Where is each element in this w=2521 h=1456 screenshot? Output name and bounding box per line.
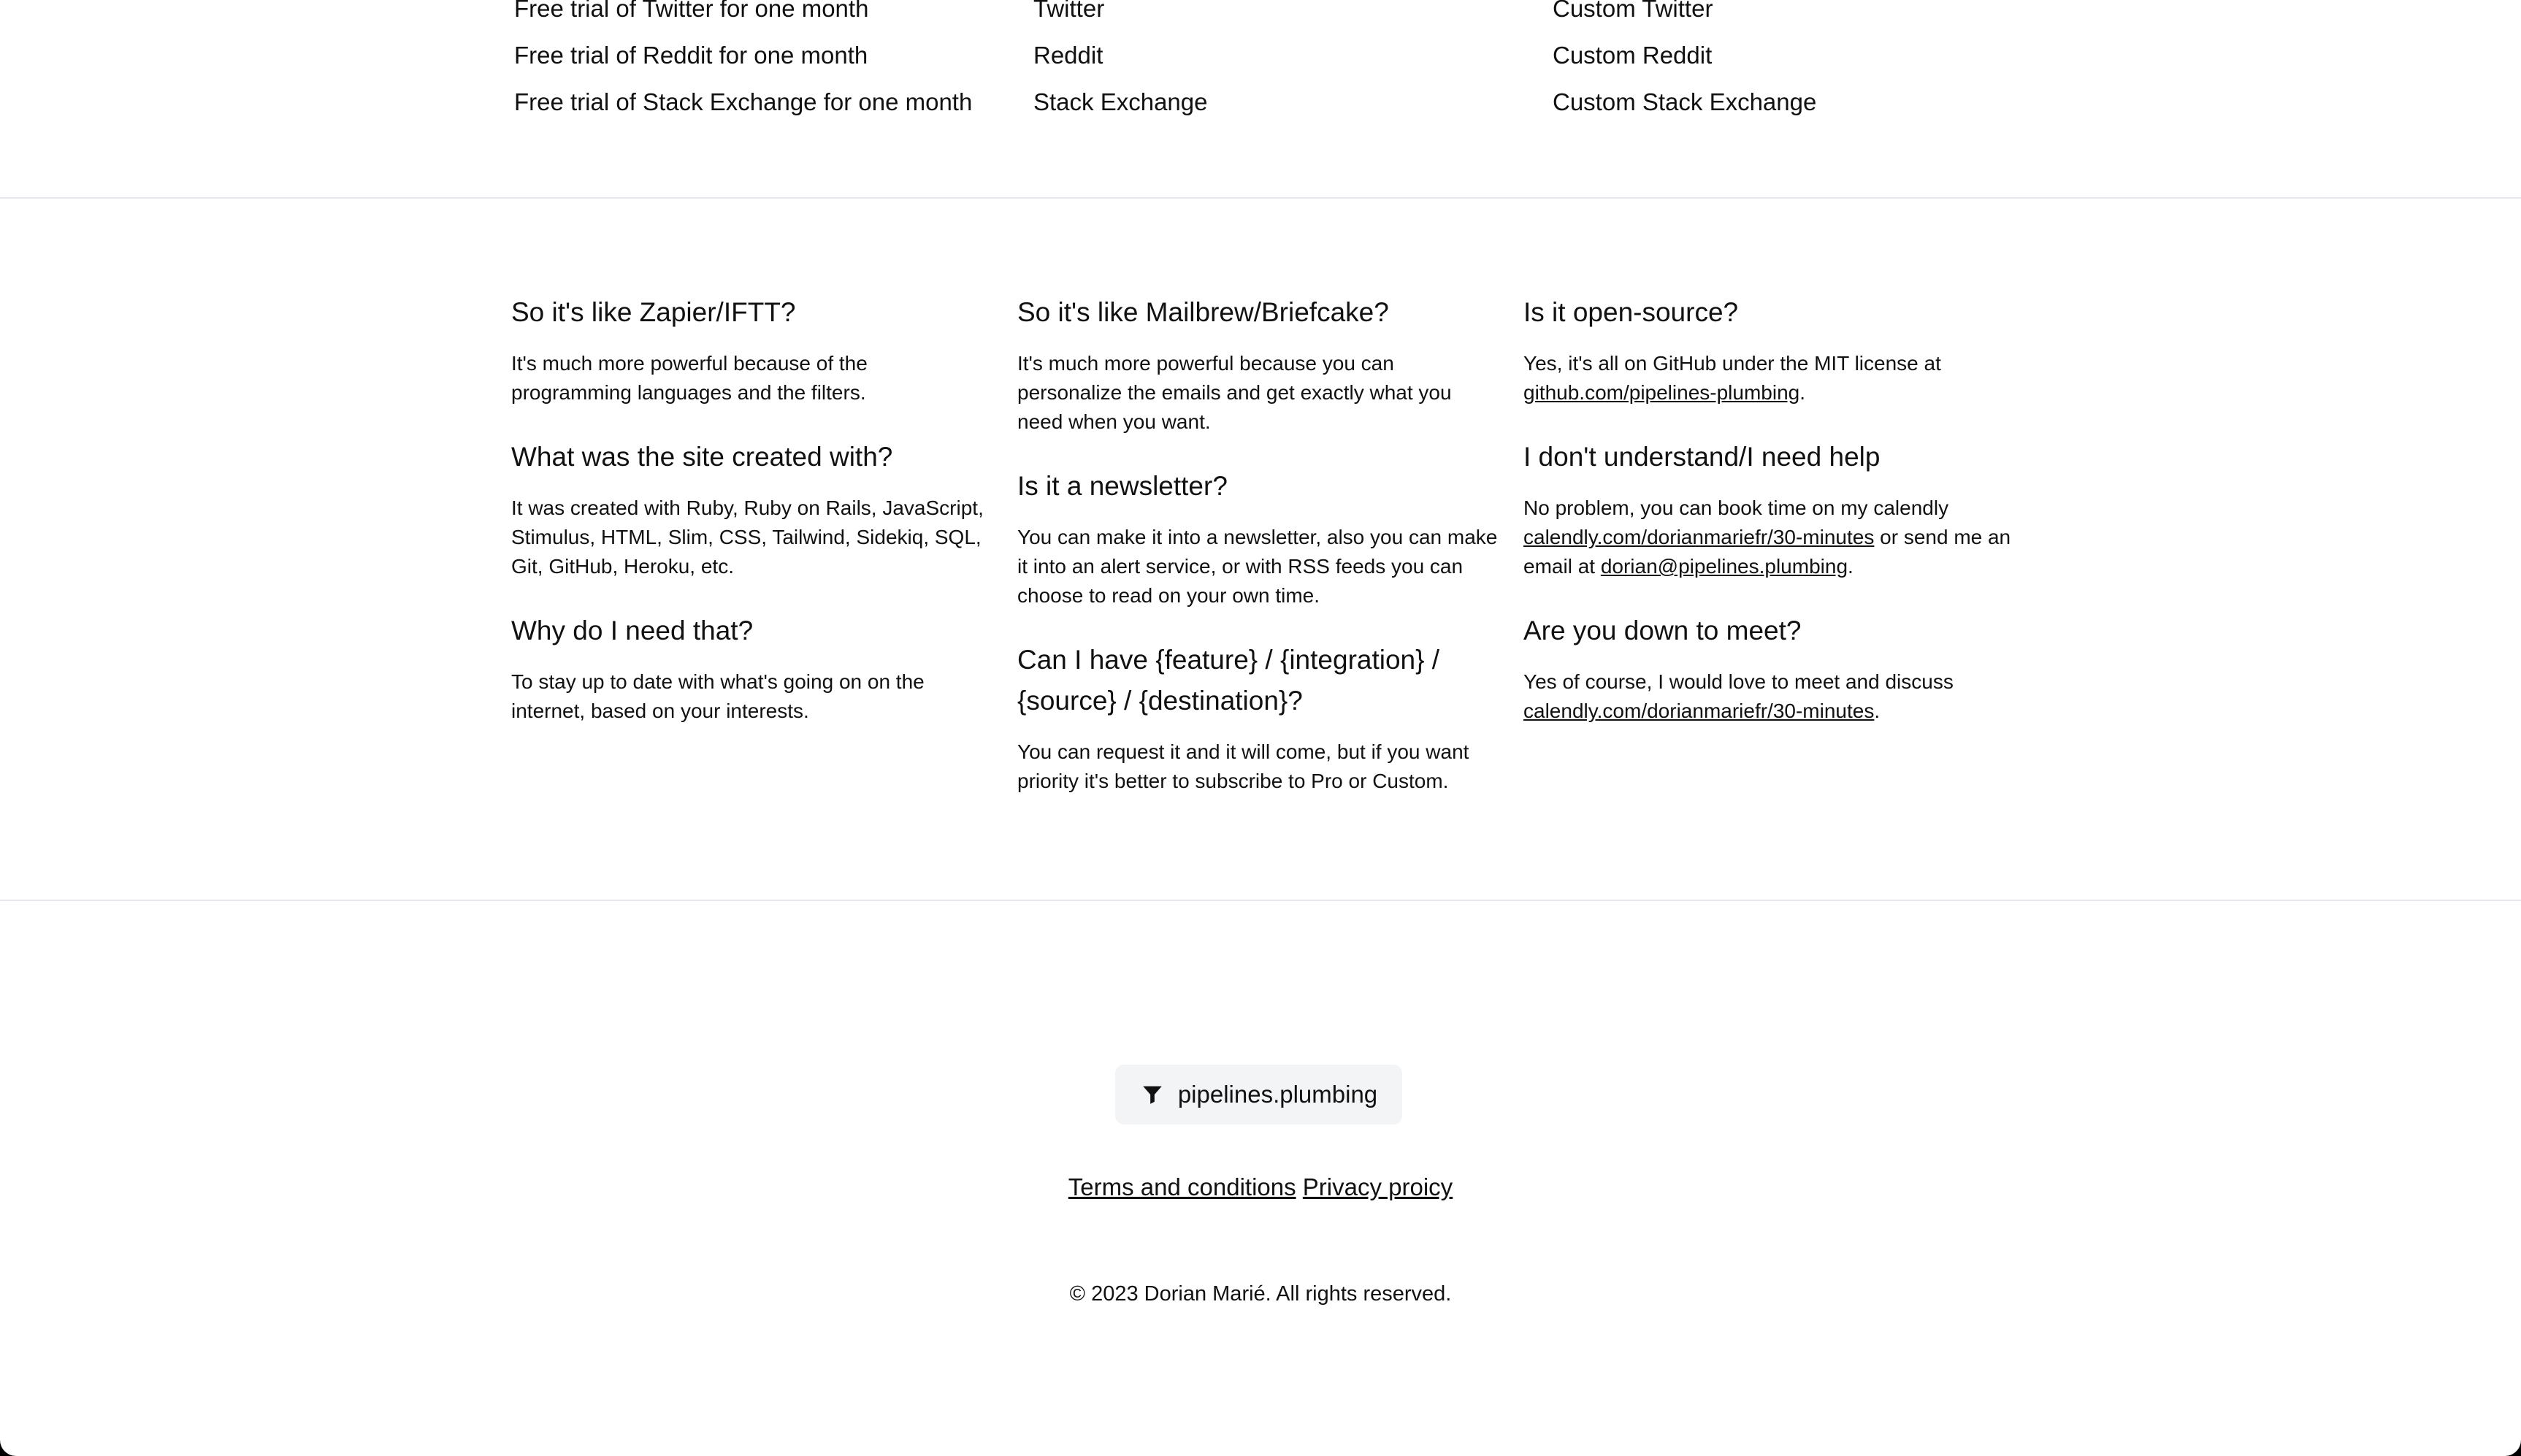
privacy-link[interactable]: Privacy proicy xyxy=(1302,1173,1453,1200)
pricing-cell: Free trial of Reddit for one month xyxy=(514,42,868,69)
faq-answer xyxy=(1523,667,2020,726)
faq-item xyxy=(1523,610,2020,726)
faq-item xyxy=(1523,292,2020,407)
faq-question: Why do I need that? xyxy=(511,616,754,645)
faq-item xyxy=(1017,640,1499,796)
answer-text: Yes, it's all on GitHub under the MIT license at xyxy=(1523,352,1941,375)
faq-item xyxy=(1523,437,2020,581)
pricing-cell: Stack Exchange xyxy=(1033,88,1208,115)
answer-text: . xyxy=(1874,700,1881,722)
faq-question: What was the site created with? xyxy=(511,442,893,472)
faq-question: Is it a newsletter? xyxy=(1017,471,1228,501)
pricing-cell: Custom Reddit xyxy=(1553,42,1713,69)
faq-question: Are you down to meet? xyxy=(1523,616,1802,645)
faq-column-3 xyxy=(1523,292,2020,755)
copyright: © 2023 Dorian Marié. All rights reserved. xyxy=(1069,1282,1452,1306)
faq-question: Can I have {feature} / {integration} / {source} / {destination}? xyxy=(1017,645,1440,716)
faq-answer: You can request it and it will come, but if you want priority it's better to subscribe to Pro or Custom. xyxy=(1017,740,1469,792)
pricing-table-remnant xyxy=(0,0,2521,199)
brand-name: pipelines.plumbing xyxy=(1177,1081,1378,1108)
email-link[interactable]: dorian@pipelines.plumbing xyxy=(1600,555,1848,578)
answer-text: or send me an email at xyxy=(1523,526,2011,578)
faq-column-1 xyxy=(511,292,993,755)
calendly-link[interactable]: calendly.com/dorianmariefr/30-minutes xyxy=(1523,700,1875,722)
faq-answer: To stay up to date with what's going on on the internet, based on your interests. xyxy=(511,670,925,722)
faq-item xyxy=(1017,292,1499,437)
terms-link[interactable]: Terms and conditions xyxy=(1068,1173,1296,1200)
faq-answer xyxy=(1523,494,2020,581)
pricing-cell: Custom Twitter xyxy=(1553,0,1713,22)
faq-item xyxy=(511,610,993,726)
pricing-cell: Free trial of Stack Exchange for one month xyxy=(514,88,973,115)
faq-answer: You can make it into a newsletter, also you can make it into an alert service, or with RSS feeds you can choose to read on your own time. xyxy=(1017,526,1498,607)
github-link[interactable]: github.com/pipelines-plumbing xyxy=(1523,381,1800,404)
faq-question: So it's like Mailbrew/Briefcake? xyxy=(1017,297,1389,327)
faq-question: I don't understand/I need help xyxy=(1523,442,1881,472)
faq-item xyxy=(511,437,993,581)
answer-text: . xyxy=(1848,555,1854,578)
pricing-cell: Reddit xyxy=(1033,42,1103,69)
footer xyxy=(0,901,2521,1456)
funnel-icon xyxy=(1140,1082,1165,1107)
faq-item xyxy=(511,292,993,407)
footer-links xyxy=(0,1171,2521,1203)
pricing-cell: Twitter xyxy=(1033,0,1105,22)
faq-answer: It was created with Ruby, Ruby on Rails, JavaScript, Stimulus, HTML, Slim, CSS, Tailwind, Sidekiq, SQL, Git, GitHub, Heroku, etc. xyxy=(511,497,984,578)
faq-answer: It's much more powerful because of the programming languages and the filters. xyxy=(511,352,868,404)
pricing-column-pro xyxy=(1033,0,1207,126)
faq-section xyxy=(0,199,2521,901)
answer-text: No problem, you can book time on my calendly xyxy=(1523,497,1949,519)
faq-item xyxy=(1017,466,1499,610)
answer-text: Yes of course, I would love to meet and discuss xyxy=(1523,670,1954,693)
calendly-link[interactable]: calendly.com/dorianmariefr/30-minutes xyxy=(1523,526,1875,548)
faq-answer: It's much more powerful because you can personalize the emails and get exactly what you need when you want. xyxy=(1017,352,1452,433)
pricing-column-free xyxy=(514,0,972,126)
answer-text: . xyxy=(1799,381,1805,404)
pricing-cell: Custom Stack Exchange xyxy=(1553,88,1817,115)
faq-column-2 xyxy=(1017,292,1499,825)
faq-question: Is it open-source? xyxy=(1523,297,1739,327)
faq-question: So it's like Zapier/IFTT? xyxy=(511,297,796,327)
brand-home-link[interactable] xyxy=(1115,1065,1402,1124)
pricing-column-custom xyxy=(1553,0,1816,126)
faq-answer xyxy=(1523,349,2020,407)
pricing-cell: Free trial of Twitter for one month xyxy=(514,0,869,22)
